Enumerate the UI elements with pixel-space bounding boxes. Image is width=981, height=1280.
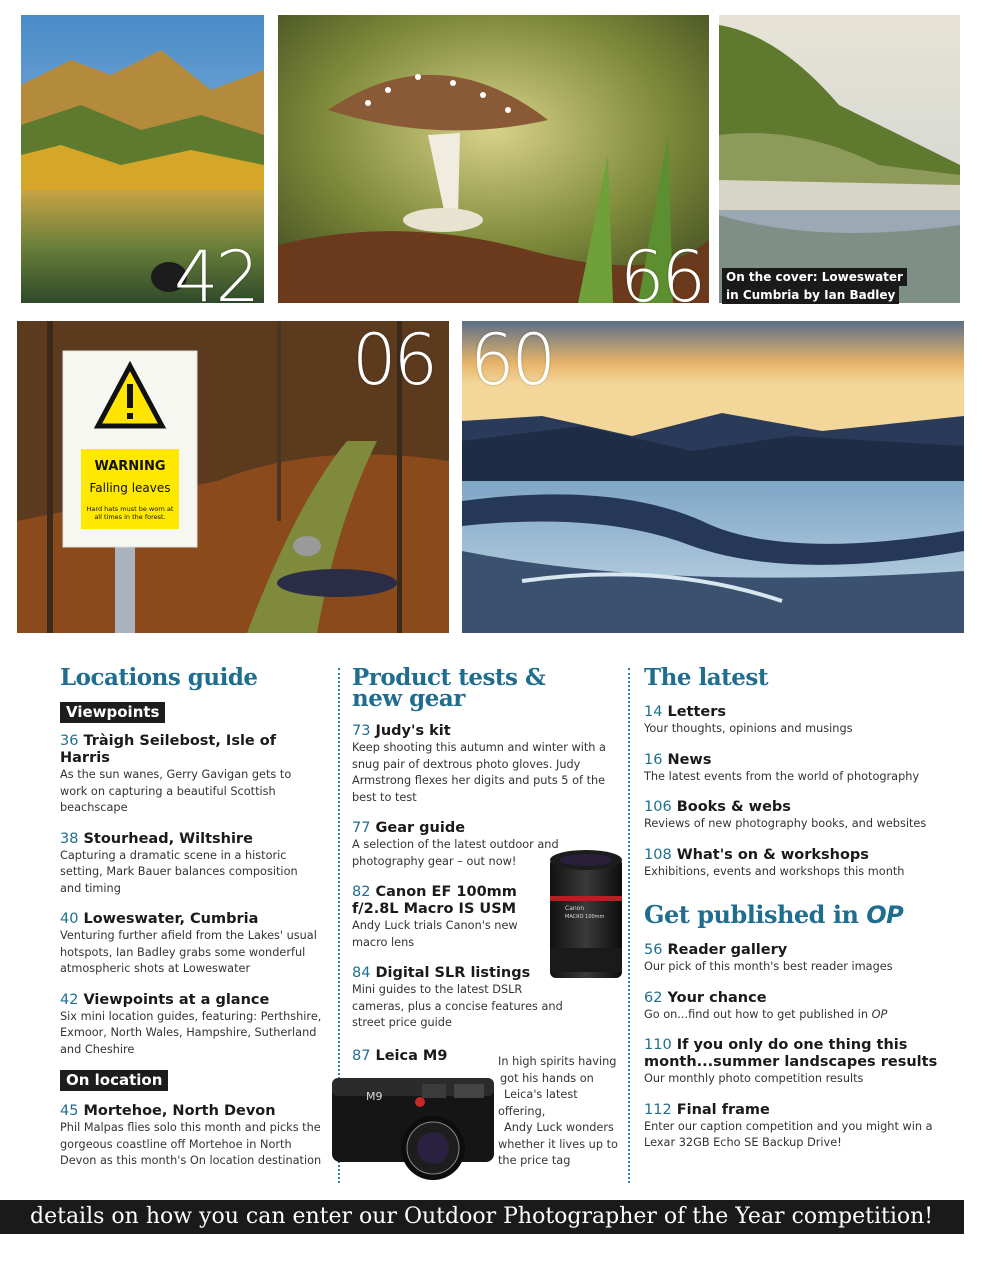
list-item[interactable] [644, 704, 944, 738]
heading-line2: new gear [352, 685, 465, 712]
item-description: the price tag [498, 1154, 571, 1167]
item-title: Stourhead, Wiltshire [83, 830, 253, 847]
leica-m9-camera-photo [330, 1058, 496, 1182]
item-title: Gear guide [375, 820, 466, 836]
item-description: Keep shooting this autumn and winter with a snug pair of dextrous photo gloves. Judy Armstrong flexes her digits and puts 5 of the best to test [352, 741, 606, 804]
item-title: Canon EF 100mm [375, 884, 517, 900]
item-title: Viewpoints at a glance [83, 991, 270, 1008]
list-item[interactable] [352, 723, 620, 806]
item-title: What's on & workshops [676, 846, 869, 863]
item-description: Andy Luck trials Canon's new [352, 919, 518, 932]
item-description: got his hands on [500, 1071, 594, 1085]
item-description: street price guide [352, 1016, 452, 1029]
page-number: 14 [644, 704, 663, 720]
lens-brand-text: Canon [565, 905, 585, 912]
item-description: As the sun wanes, Gerry Gavigan gets to work on capturing a beautiful Scottish beachscape [60, 768, 292, 814]
page-number-42[interactable]: 42 [174, 236, 258, 318]
list-item[interactable] [644, 1037, 944, 1088]
item-description: Leica's latest offering, [498, 1088, 578, 1118]
page-number: 112 [644, 1101, 672, 1118]
leica-description [498, 1054, 628, 1170]
item-description: whether it lives up to [498, 1137, 618, 1151]
item-description-op: OP [871, 1007, 888, 1021]
item-description: Our pick of this month's best reader images [644, 960, 893, 973]
cover-caption [722, 268, 907, 304]
heading-op: OP [866, 901, 904, 929]
page-number: 45 [60, 1103, 79, 1119]
list-item[interactable] [60, 733, 322, 817]
page-number: 108 [644, 846, 672, 863]
product-tests-heading [352, 664, 620, 712]
item-title: Tràigh Seilebost, Isle of Harris [60, 733, 277, 766]
page-number-66[interactable]: 66 [620, 236, 704, 318]
sign-title: WARNING [94, 459, 166, 474]
list-item[interactable] [644, 752, 944, 786]
item-title-line2: month...summer landscapes results [644, 1054, 938, 1070]
page-number-60[interactable]: 60 [470, 319, 554, 401]
list-item[interactable] [644, 990, 944, 1024]
item-description: Six mini location guides, featuring: Perthshire, Exmoor, North Wales, Hampshire, Sutherland and Cheshire [60, 1009, 322, 1056]
item-title: Reader gallery [667, 942, 788, 958]
page-number: 42 [60, 991, 79, 1008]
item-description: cameras, plus a concise features and [352, 999, 563, 1013]
item-description: Go on...find out how to get published in [644, 1007, 872, 1021]
item-title: Judy's kit [375, 723, 451, 739]
heading-text: Get published in [644, 900, 867, 929]
lens-model-text: MACRO 100mm [565, 914, 605, 920]
page-number: 106 [644, 799, 672, 815]
item-title: If you only do one thing this [676, 1037, 908, 1053]
page-number: 87 [352, 1047, 371, 1064]
cover-caption-line1: On the cover: Loweswater [722, 268, 907, 286]
item-description: Reviews of new photography books, and websites [644, 817, 927, 830]
item-description: In high spirits having [498, 1055, 617, 1068]
item-description: macro lens [352, 935, 415, 949]
page-number-06[interactable]: 06 [352, 319, 436, 401]
page-number: 16 [644, 751, 663, 768]
the-latest-section [644, 660, 944, 1152]
page-number: 84 [352, 965, 371, 981]
list-item[interactable] [644, 847, 944, 881]
locations-guide-heading: Locations guide [60, 664, 258, 691]
item-title: Final frame [676, 1101, 770, 1118]
page-number: 82 [352, 884, 371, 900]
on-location-tag: On location [60, 1070, 168, 1091]
page-number: 56 [644, 942, 663, 958]
item-title: Digital SLR listings [375, 965, 531, 981]
item-description: Your thoughts, opinions and musings [644, 722, 853, 735]
cover-caption-line2: in Cumbria by Ian Badley [722, 286, 899, 304]
item-title: Letters [667, 704, 727, 720]
page-number: 62 [644, 989, 663, 1006]
heading-line1: Product tests & [352, 664, 546, 691]
item-description: Capturing a dramatic scene in a historic setting, Mark Bauer balances composition and timing [60, 848, 298, 895]
locations-guide-section [60, 660, 322, 1170]
loweswater-photo [719, 15, 960, 303]
item-description: Phil Malpas flies solo this month and picks the gorgeous coastline off Mortehoe in North Devon as this month's On location destination [60, 1121, 322, 1167]
item-title: Your chance [667, 989, 767, 1006]
list-item[interactable] [60, 992, 322, 1059]
page-number: 38 [60, 830, 79, 847]
camera-model-text: M9 [366, 1090, 383, 1103]
item-description: A selection of the latest outdoor and photography gear – out now! [352, 838, 559, 868]
page-number: 36 [60, 733, 79, 749]
item-description: Venturing further afield from the Lakes' usual hotspots, Ian Badley grabs some wonderful atmospheric shots at Loweswater [60, 929, 317, 975]
item-title-line2: f/2.8L Macro IS USM [352, 901, 517, 917]
list-item[interactable] [644, 942, 944, 976]
page-number: 110 [644, 1037, 672, 1053]
page-number: 40 [60, 911, 79, 927]
the-latest-heading: The latest [644, 664, 768, 691]
sign-text: Falling leaves [89, 481, 171, 495]
column-divider [628, 668, 630, 1183]
list-item[interactable] [60, 911, 322, 978]
viewpoints-tag: Viewpoints [60, 702, 165, 723]
item-title: Mortehoe, North Devon [83, 1103, 276, 1119]
item-title: Leica M9 [375, 1047, 448, 1064]
item-description: Our monthly photo competition results [644, 1072, 864, 1085]
item-description: Mini guides to the latest DSLR [352, 983, 523, 996]
item-description: Enter our caption competition and you might win a Lexar 32GB Echo SE Backup Drive! [644, 1119, 933, 1149]
item-description: Exhibitions, events and workshops this month [644, 864, 905, 878]
item-description: Andy Luck wonders [504, 1121, 614, 1134]
competition-banner[interactable]: details on how you can enter our Outdoor Photographer of the Year competition! [0, 1200, 964, 1234]
page-number: 77 [352, 820, 371, 836]
sign-small-text: Hard hats must be worn at all times in the forest. [86, 505, 174, 521]
list-item[interactable] [644, 1102, 944, 1152]
item-title: Loweswater, Cumbria [83, 911, 259, 927]
item-title: Books & webs [676, 799, 791, 815]
list-item[interactable] [60, 1103, 322, 1170]
get-published-heading [644, 900, 944, 929]
page-number: 73 [352, 723, 371, 739]
list-item[interactable] [60, 831, 322, 898]
item-title: News [667, 751, 712, 768]
list-item[interactable] [644, 799, 944, 833]
item-description: The latest events from the world of photography [644, 769, 920, 783]
